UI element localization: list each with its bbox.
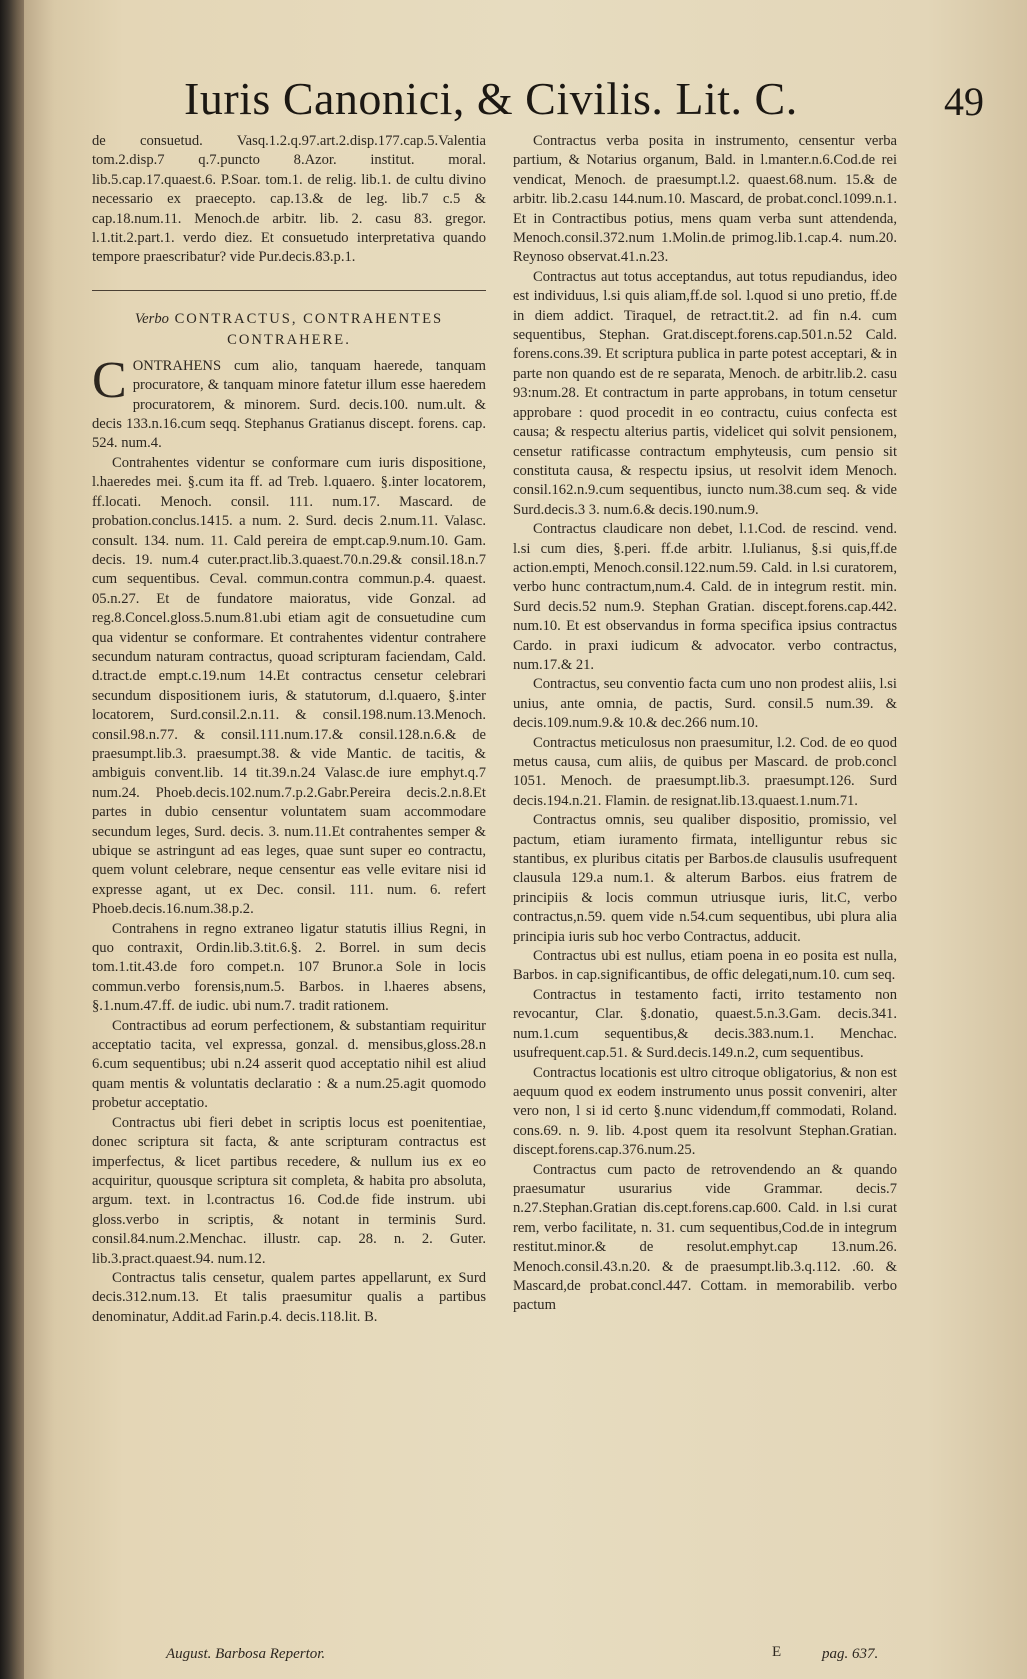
paragraph: Contractus locationis est ultro citroque obligatorius, & non est aequum quod ex eodem instrumento unus possit conveniri, alter vero non, l si id certo §.nunc videndum,ff commodati, Roland. cons.69. n. 9. lib. 4.post quem ita resolvunt Stephan.Gratian. discept.forens.cap.376.num.25. [513,1064,897,1159]
paragraph: Contractus aut totus acceptandus, aut totus repudiandus, ideo est individuus, l.si quis aliam,ff.de sol. l.quod si uno pretio, ff.de in diem addict. Tiraquel, de retract.tit.2. ad fin n.4. cum sequentibus, Stephan. Grat.discept.forens.cap.501.n.52 Cald. forens.cons.39. Et scriptura publica in parte potest acceptari, & in parte non quando est de re separata, Menoch. de arbitr.lib.2. casu 93:num.28. Et contractum in parte approbans, in totum censetur approbare : quod procedit in eo contractu, cuius confecta est causa; & respectu alterius partis, videlicet qui solvit pensionem, censetur ratificasse contractum emphyteusis, cum pensio sit constituta causa, & respectu ipsius, ut resolvit idem Menoch. consil.162.n.9.cum sequentibus, iuncto num.38.cum seq. & vide Surd.decis.3 3. num.6.& decis.190.num.9. [513,268,897,518]
catchword: E [772,1644,782,1660]
paragraph: Contractibus ad eorum perfectionem, & substantiam requiritur acceptatio tacita, vel expressa, gonzal. d. mensibus,gloss.28.n 6.cum sequentibus; ubi n.24 asserit quod acceptatio nihil est aliud quam mentis & voluntatis declaratio : & a num.25.agit quomodo probetur acceptatio. [92,1017,486,1112]
paragraph: Contractus verba posita in instrumento, censentur verba partium, & Notarius organum, Bald. in l.manter.n.6.Cod.de rei vendicat, Menoch. de praesumpt.l.2. quaest.68.num. 15.& de arbitr. lib.2.casu 144.num.10. Mascard, de probat.concl.1099.n.1. Et in Contractibus potius, mens quam verba sunt attendenda, Menoch.consil.372.num 1.Molin.de primog.lib.1.cap.4. num.20. Reynoso observat.41.n.23. [513,133,897,266]
paragraph: Contractus in testamento facti, irrito testamento non revocantur, Clar. §.donatio, quaest.5.n.3.Gam. decis.341. num.1.cum sequentibus,& decis.383.num.1. Menchac. usufrequent.cap.51. & Surd.decis.149.n.2, cum sequentibus. [513,986,897,1062]
paragraph [92,351,486,454]
paragraph: Contrahentes videntur se conformare cum iuris dispositione, l.haeredes mei. §.cum ita ff. ad Treb. l.quaero. §.inter locatorem, ff.locati. Menoch. consil. 111. num.17. Mascard. de probation.conclus.1415. a num. 2. Surd. decis 2.num.11. Valasc. consult. 134. num. 11. Cald pereira de empt.cap.9.num.10. Gam. decis. 19. num.4 cuter.pract.lib.3.quaest.70.n.29.& consil.18.n.7 cum sequentibus. Ceval. commun.contra commun.p.4. quaest. 05.n.27. Et de fundatore maioratus, vide Gonzal. ad reg.8.Concel.gloss.5.num.81.ubi etiam agit de consuetudine cum qua videntur se conformare. Et contrahentes videntur contrahere secundum naturam contractus, quoad scripturam faciendam, Cald. d.tract.de empt.c.19.num 14.Et contractus censetur celebrari secundum dispositionem iuris, & statutorum, d.l.quaero, §.inter locatorem, Surd.consil.2.n.11. & consil.198.num.13.Menoch. consil.98.n.77. & consil.111.num.17.& consil.128.n.6.& de praesumpt.lib.3. praesumpt.38. & vide Mantic. de tacitis, & ambiguis convent.lib. 14 tit.39.n.24 Valasc.de iure emphyt.q.7 num.24. Phoeb.decis.102.num.7.p.2.Gabr.Pereira decis.2.n.8.Et partes in dubio censentur voluntatem suam accommodare secundum leges, Surd. decis. 3. num.11.Et contrahentes semper & ubique se astringunt ad eas leges, quae sunt super eo contractu, quem volunt celebrare, neque censentur eas velle evitare nisi id expresse agant, ut ex Dec. consil. 111. num. 6. refert Phoeb.decis.16.num.38.p.2. [92,454,486,918]
intro-paragraph: de consuetud. Vasq.1.2.q.97.art.2.disp.177.cap.5.Valentia tom.2.disp.7 q.7.puncto 8.Azor. institut. moral. lib.5.cap.17.quaest.6. P.Soar. tom.1. de relig. lib.1. de cultu divino necessario ex praecepto. cap.13.& de leg. lib.7 c.5 & cap.18.num.11. Menoch.de arbitr. lib. 2. casu 83. gregor. l.1.tit.2.part.1. verdo diez. Et consuetudo interpretativa quando tempore praescribatur? vide Pur.decis.83.p.1. [92,133,486,266]
book-page [24,0,1027,1679]
paragraph: Contractus cum pacto de retrovendendo an & quando praesumatur usurarius vide Grammar. decis.7 n.27.Stephan.Gratian dis.cept.forens.cap.600. Cald. in l.si curat rem, verbo facilitate, n. 31. cum sequentibus,Cod.de in integrum restitut.minor.& de resolut.emphyt.cap 13.num.26. Menoch.consil.43.n.20. & de praesumpt.lib.3.q.112. .60. & Mascard,de probat.concl.447. Cottam. in memorabilib. verbo pactum [513,1161,897,1314]
paragraph: Contrahens in regno extraneo ligatur statutis illius Regni, in quo contraxit, Ordin.lib.3.tit.6.§. 2. Borrel. in sum decis tom.1.tit.43.de foro compet.n. 107 Brunor.a Sole in locis commun.verbo forensis,num.5. Barbos. in l.haeres absens, §.1.num.47.ff. de iudic. ubi num.7. tradit rationem. [92,920,486,1015]
paragraph: Contractus claudicare non debet, l.1.Cod. de rescind. vend. l.si cum dies, §.peri. ff.de arbitr. l.Iulianus, §.si quis,ff.de action.empti, Menoch.consil.122.num.59. Cald. in l.si curatorem, verbo hunc contractum,num.4. Cald. de in integrum restit. min. Surd decis.52 num.9. Stephan Gratian. discept.forens.cap.442. num.10. Et est observandus in forma specifica ipsius contractus Cardo. in praxi iudicum & advocator. verbo contractus, num.17.& 21. [513,521,897,673]
footer-reference: pag. 637. [822,1646,879,1662]
page-gutter-edge [0,0,24,1679]
paragraph-text: ONTRAHENS cum alio, tanquam haerede, tanquam procuratore, & tanquam minore fatetur illum esse haeredem procuratorem, & minorem. Surd. decis.100. num.ult. & decis 133.n.16.cum seqq. Stephanus Gratianus discept. forens. cap. 524. num.4. [92,357,486,452]
paragraph: Contractus omnis, seu qualiber dispositio, promissio, vel pactum, etiam iuramento firmata, intelliguntur rebus sic stantibus, ex pluribus citatis per Barbos.de clausulis usufrequent clausula 129.a num.1. & alterum Barbos. eius fratrem de principiis & locis commun utriusque iuris, lit.C, verbo contractus,n.59. quem vide n.54.cum sequentibus, ubi plura alia principia iuris sub hoc verbo Contractus, adducit. [513,812,897,945]
drop-cap: C [92,351,127,409]
paragraph: Contractus, seu conventio facta cum uno non prodest aliis, l.si unius, ante omnia, de pactis, Surd. consil.5 num.39. & decis.109.num.9.& 10.& dec.266 num.10. [513,676,897,732]
footer-note: August. Barbosa Repertor. [166,1646,326,1662]
right-column [513,132,897,1662]
paragraph: Contractus talis censetur, qualem partes appellarunt, ex Surd decis.312.num.13. Et talis praesumitur qualis a partibus denominatur, Addit.ad Farin.p.4. decis.118.lit. B. [92,1269,486,1325]
section-divider [92,290,486,291]
left-column [92,132,486,1662]
page-number: 49 [944,79,984,124]
heading-prefix: Verbo [134,310,169,327]
paragraph: Contractus ubi fieri debet in scriptis locus est poenitentiae, donec scriptura sit facta, & ante scripturam contractus est imperfectus, & licet partibus recedere, & nullum ius ex eo acquiritur, quousque scriptura sit completa, & habita pro absoluta, argum. text. in l.contractus 16. Cod.de fide instrum. ubi gloss.verbo in scriptis, & notant in terminis Surd. consil.84.num.2.Menchac. illustr. cap. 28. n. 2. Guter. lib.3.pract.quaest.94. num.12. [92,1114,486,1267]
running-title: Iuris Canonici, & Civilis. Lit. C. [184,73,798,124]
paragraph: Contractus ubi est nullus, etiam poena in eo posita est nulla, Barbos. in cap.significantibus, de offic delegati,num.10. cum seq. [513,948,897,984]
heading-main: CONTRACTUS, CONTRAHENTES CONTRAHERE. [174,310,444,348]
paragraph: Contractus meticulosus non praesumitur, l.2. Cod. de eo quod metus causa, cum aliis, de quibus per Mascard. de prob.concl 1051. Menoch. de praesumpt.lib.3. praesumpt.126. Surd decis.194.n.21. Flamin. de resignat.lib.13.quaest.1.num.71. [513,734,897,809]
entry-heading [92,309,486,351]
